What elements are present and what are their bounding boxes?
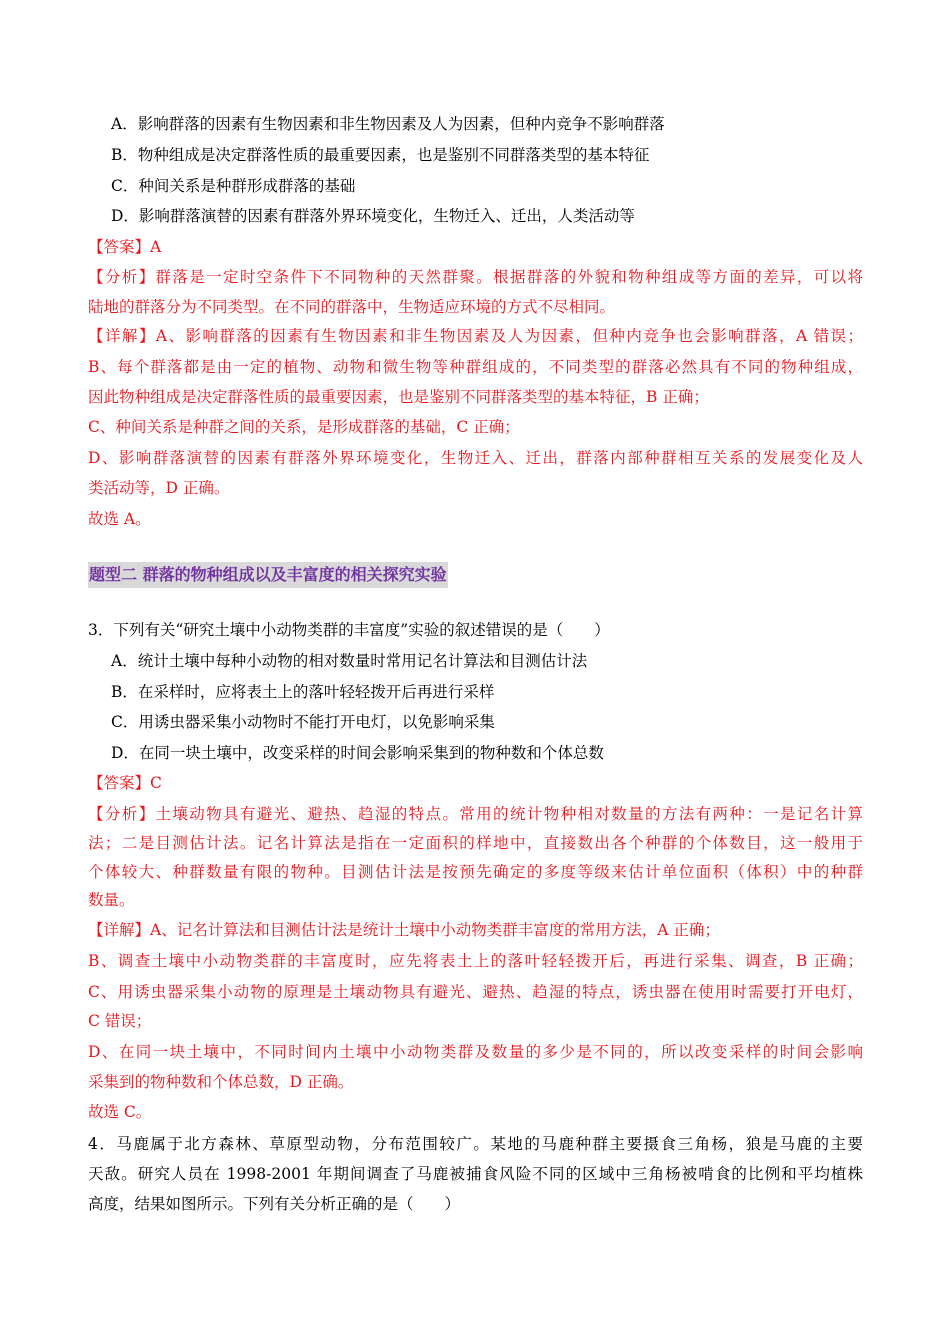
section-heading: 题型二 群落的物种组成以及丰富度的相关探究实验 [88, 562, 448, 588]
q3-detail-line: B、调查土壤中小动物类群的丰富度时，应先将表土上的落叶轻轻拨开后，再进行采集、调查，B 正确； [88, 952, 863, 970]
q3-analysis-line: 个体较大、种群数量有限的物种。目测估计法是按预先确定的多度等级来估计单位面积（体积）中的种群 [88, 863, 863, 881]
q2-option-a: A．影响群落的因素有生物因素和非生物因素及人为因素，但种内竞争不影响群落 [111, 115, 665, 133]
q3-detail-line: C、用诱虫器采集小动物的原理是土壤动物具有避光、避热、趋湿的特点，诱虫器在使用时需要打开电灯， [88, 983, 863, 1001]
q2-conclusion: 故选 A。 [88, 510, 151, 528]
q2-detail-line: D、影响群落演替的因素有群落外界环境变化，生物迁入、迁出，群落内部种群相互关系的发展变化及人 [88, 449, 863, 467]
q3-option-d: D．在同一块土壤中，改变采样的时间会影响采集到的物种数和个体总数 [111, 744, 604, 762]
q2-option-b: B．物种组成是决定群落性质的最重要因素，也是鉴别不同群落类型的基本特征 [111, 146, 650, 164]
q3-analysis-line: 法；二是目测估计法。记名计算法是指在一定面积的样地中，直接数出各个种群的个体数目，这一般用于 [88, 834, 863, 852]
q2-analysis-line: 陆地的群落分为不同类型。在不同的群落中，生物适应环境的方式不尽相同。 [88, 298, 616, 316]
q3-stem: 3．下列有关“研究土壤中小动物类群的丰富度”实验的叙述错误的是（ ） [88, 621, 610, 639]
q2-detail-line: 因此物种组成是决定群落性质的最重要因素，也是鉴别不同群落类型的基本特征，B 正确； [88, 388, 709, 406]
q4-stem-line: 天敌。研究人员在 1998-2001 年期间调查了马鹿被捕食风险不同的区域中三角杨被啃食的比例和平均植株 [88, 1165, 863, 1183]
q3-option-c: C．用诱虫器采集小动物时不能打开电灯，以免影响采集 [111, 713, 495, 731]
q4-stem-line: 4．马鹿属于北方森林、草原型动物，分布范围较广。某地的马鹿种群主要摄食三角杨，狼是马鹿的主要 [88, 1135, 863, 1153]
q2-answer: 【答案】A [88, 238, 162, 256]
q3-answer: 【答案】C [88, 774, 162, 792]
q3-option-a: A．统计土壤中每种小动物的相对数量时常用记名计算法和目测估计法 [111, 652, 588, 670]
q2-detail-line: C、种间关系是种群之间的关系，是形成群落的基础，C 正确； [88, 418, 520, 436]
q3-detail-line: 【详解】A、记名计算法和目测估计法是统计土壤中小动物类群丰富度的常用方法，A 正确； [88, 921, 720, 939]
q4-stem-line: 高度，结果如图所示。下列有关分析正确的是（ ） [88, 1195, 461, 1213]
q2-option-d: D．影响群落演替的因素有群落外界环境变化，生物迁入、迁出，人类活动等 [111, 207, 635, 225]
q3-analysis-line: 【分析】土壤动物具有避光、避热、趋湿的特点。常用的统计物种相对数量的方法有两种：一是记名计算 [88, 805, 863, 823]
q2-detail-line: 类活动等，D 正确。 [88, 479, 230, 497]
q3-detail-line: D、在同一块土壤中，不同时间内土壤中小动物类群及数量的多少是不同的，所以改变采样的时间会影响 [88, 1043, 863, 1061]
q2-analysis-line: 【分析】群落是一定时空条件下不同物种的天然群聚。根据群落的外貌和物种组成等方面的差异，可以将 [88, 268, 863, 286]
q2-detail-line: B、每个群落都是由一定的植物、动物和微生物等种群组成的，不同类型的群落必然具有不同的物种组成， [88, 358, 863, 376]
q2-detail-line: 【详解】A、影响群落的因素有生物因素和非生物因素及人为因素，但种内竞争也会影响群落，A 错误； [88, 327, 863, 345]
q3-analysis-line: 数量。 [88, 891, 135, 909]
q3-detail-line: 采集到的物种数和个体总数，D 正确。 [88, 1073, 354, 1091]
q3-detail-line: C 错误； [88, 1012, 152, 1030]
q2-option-c: C．种间关系是种群形成群落的基础 [111, 177, 356, 195]
q3-option-b: B．在采样时，应将表土上的落叶轻轻拨开后再进行采样 [111, 683, 495, 701]
q3-conclusion: 故选 C。 [88, 1103, 152, 1121]
